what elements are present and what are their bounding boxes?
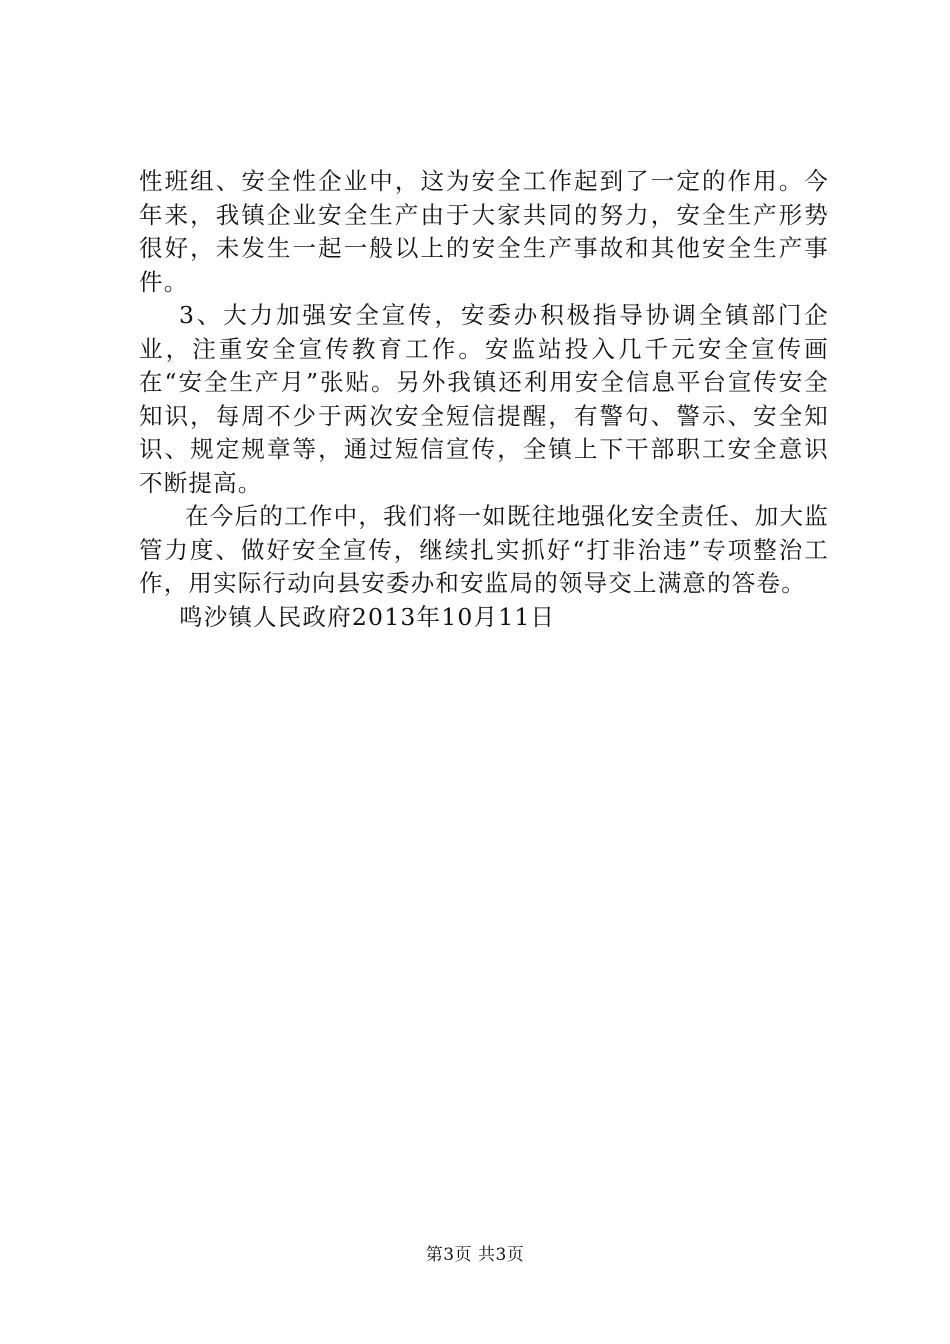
- paragraph-conclusion: 在今后的工作中，我们将一如既往地强化安全责任、加大监管力度、做好安全宣传，继续扎实抓好“打非治违”专项整治工作，用实际行动向县安委办和安监局的领导交上满意的答卷。: [139, 502, 829, 597]
- paragraph-continuation: 性班组、安全性企业中，这为安全工作起到了一定的作用。今年来，我镇企业安全生产由于大家共同的努力，安全生产形势很好，未发生一起一般以上的安全生产事故和其他安全生产事件。: [139, 167, 829, 296]
- paragraph-safety-publicity: 3、大力加强安全宣传，安委办积极指导协调全镇部门企业，注重安全宣传教育工作。安监站投入几千元安全宣传画在“安全生产月”张贴。另外我镇还利用安全信息平台宣传安全知识，每周不少于两次安全短信提醒，有警句、警示、安全知识、规定规章等，通过短信宣传，全镇上下干部职工安全意识不断提高。: [139, 301, 829, 497]
- signature-line: 鸣沙镇人民政府2013年10月11日: [179, 602, 556, 631]
- document-body: [139, 165, 829, 634]
- page-footer: 第3页 共3页: [425, 1245, 525, 1265]
